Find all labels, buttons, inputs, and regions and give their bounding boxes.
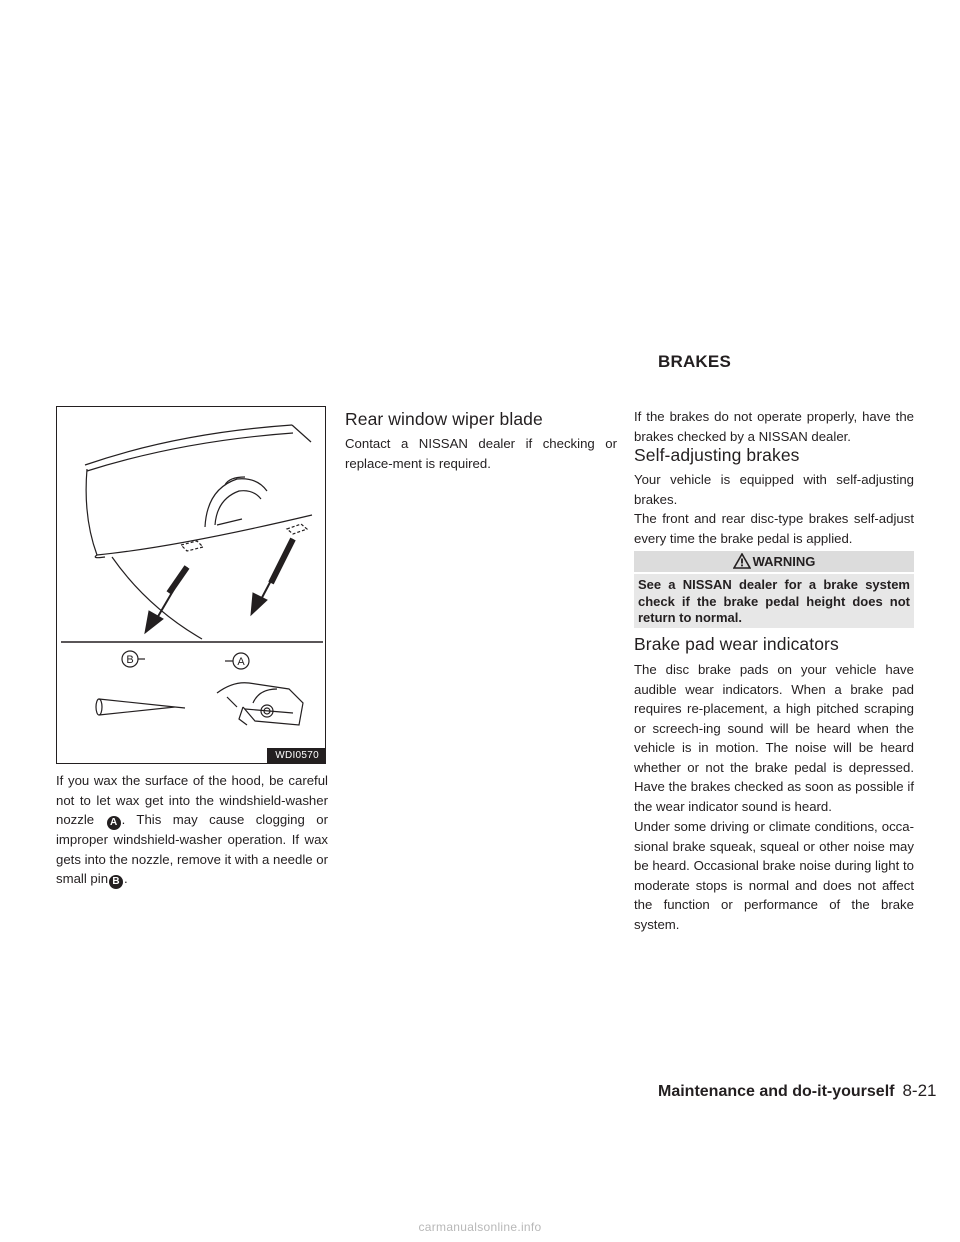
figure-label-b: B [126,654,134,666]
figure-code: WDI0570 [267,748,325,763]
hood-wax-paragraph [56,771,328,889]
col1-text-part3: . [124,871,128,886]
brakes-intro-paragraph: If the brakes do not operate properly, have the brakes checked by a NISSAN dealer. [634,409,914,444]
callout-b-icon: B [109,875,123,889]
rear-wiper-heading: Rear window wiper blade [345,409,543,429]
section-title: BRAKES [658,352,731,371]
page-footer [658,1081,937,1101]
figure-label-a: A [237,656,245,668]
brake-pad-paragraph-1: The disc brake pads on your vehicle have audible wear indicators. When a brake pad requires re-placement, a high pitched scraping or screech-ing sound will be heard when the vehicle is in motion. The noise will be heard whether or not the brake pedal is depressed. Have the brakes checked as soon as possible if the wear indicator sound is heard. [634,662,914,814]
page-number: 8-21 [902,1081,937,1100]
self-adjusting-paragraph-1: Your vehicle is equipped with self-adjusting brakes. [634,472,914,507]
col1-text-part1: If you wax the surface of the hood, be careful not to let wax get into the windshield-washer nozzle [56,773,328,827]
watermark: carmanualsonline.info [418,1220,542,1234]
self-adjusting-paragraph-2: The front and rear disc-type brakes self-adjust every time the brake pedal is applied. [634,511,914,546]
self-adjusting-heading: Self-adjusting brakes [634,445,800,465]
warning-title: WARNING [752,554,816,569]
footer-section: Maintenance and do-it-yourself [658,1083,895,1100]
washer-nozzle-figure [56,406,326,764]
warning-icon [733,553,751,569]
brake-pad-heading: Brake pad wear indicators [634,634,839,654]
brake-pad-paragraph-2: Under some driving or climate conditions, occa-sional brake squeak, squeal or other noise may be heard. Occasional brake noise during light to moderate stops is normal and does not affect the function or performance of the brake system. [634,819,914,932]
rear-wiper-paragraph: Contact a NISSAN dealer if checking or replace-ment is required. [345,436,617,471]
callout-a-icon: A [107,816,121,830]
col1-text-part2: . This may cause clogging or improper windshield-washer operation. If wax gets into the nozzle, remove it with a needle or small pin [56,812,328,886]
washer-nozzle-illustration [57,407,327,765]
warning-header [634,551,914,572]
warning-text: See a NISSAN dealer for a brake system check if the brake pedal height does not return to normal. [634,574,914,628]
